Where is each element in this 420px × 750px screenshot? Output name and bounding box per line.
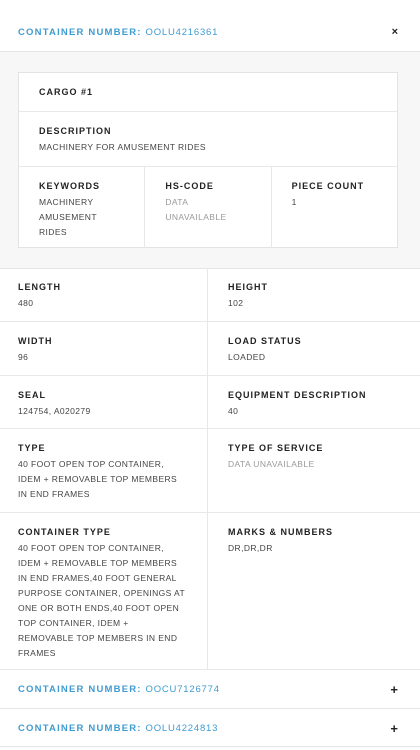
- equipment-label: EQUIPMENT DESCRIPTION: [228, 390, 367, 400]
- cargo-title-row: [19, 73, 397, 112]
- type-value-line: IDEM + REMOVABLE TOP MEMBERS: [18, 474, 178, 484]
- equipment-cell: [208, 376, 418, 428]
- container-label: CONTAINER NUMBER:: [18, 722, 142, 734]
- equipment-value: 40: [228, 406, 239, 416]
- keyword-item: MACHINERY: [39, 197, 94, 207]
- keyword-item: RIDES: [39, 227, 67, 237]
- width-label: WIDTH: [18, 336, 53, 346]
- length-cell: [0, 268, 208, 321]
- cargo-title: CARGO #1: [39, 87, 94, 97]
- container-type-cell: [0, 513, 208, 669]
- type-value-line: 40 FOOT OPEN TOP CONTAINER,: [18, 459, 165, 469]
- cargo-description-row: [19, 112, 397, 167]
- service-value: DATA UNAVAILABLE: [228, 459, 315, 469]
- container-type-line: IN END FRAMES,40 FOOT GENERAL: [18, 573, 177, 583]
- hs-code-cell: [145, 167, 271, 248]
- container-label: CONTAINER NUMBER:: [18, 683, 142, 695]
- container-header-main[interactable]: [0, 14, 420, 50]
- close-icon[interactable]: ×: [391, 25, 398, 38]
- container-number: OOLU4224813: [145, 722, 219, 734]
- container-title: [18, 27, 218, 38]
- keyword-item: AMUSEMENT: [39, 212, 97, 222]
- keywords-label: KEYWORDS: [39, 181, 101, 191]
- marks-value: DR,DR,DR: [228, 543, 273, 553]
- container-type-line: TOP CONTAINER, IDEM +: [18, 618, 129, 628]
- service-cell: [208, 429, 418, 512]
- container-type-line: ONE OR BOTH ENDS,40 FOOT OPEN: [18, 603, 180, 613]
- details-row: [0, 513, 420, 670]
- width-value: 96: [18, 352, 29, 362]
- seal-value: 124754, A020279: [18, 406, 91, 416]
- expand-icon[interactable]: +: [390, 720, 398, 736]
- container-number: OOLU4216361: [145, 26, 219, 38]
- load-status-value: LOADED: [228, 352, 266, 362]
- container-type-line: 40 FOOT OPEN TOP CONTAINER,: [18, 543, 165, 553]
- container-title: [18, 684, 220, 695]
- cargo-columns: [19, 167, 397, 248]
- container-title: [18, 723, 218, 734]
- container-type-line: REMOVABLE TOP MEMBERS IN END: [18, 633, 178, 643]
- description-label: DESCRIPTION: [39, 126, 112, 136]
- container-details-grid: [0, 268, 420, 670]
- seal-cell: [0, 376, 208, 428]
- marks-label: MARKS & NUMBERS: [228, 527, 333, 537]
- hs-code-value-line: DATA: [165, 197, 189, 207]
- width-cell: [0, 322, 208, 375]
- cargo-panel: [0, 52, 420, 268]
- load-status-cell: [208, 322, 418, 375]
- container-type-line: FRAMES: [18, 648, 56, 658]
- piece-count-label: PIECE COUNT: [291, 181, 365, 191]
- container-header-collapsed[interactable]: [0, 710, 420, 746]
- piece-count-cell: [272, 167, 397, 248]
- hs-code-value-line: UNAVAILABLE: [165, 212, 227, 222]
- container-divider: [0, 746, 420, 747]
- load-status-label: LOAD STATUS: [228, 336, 302, 346]
- type-cell: [0, 429, 208, 512]
- height-cell: [208, 268, 418, 321]
- type-value-line: IN END FRAMES: [18, 489, 90, 499]
- cargo-card: [18, 72, 398, 248]
- seal-label: SEAL: [18, 390, 47, 400]
- container-header-collapsed[interactable]: [0, 671, 420, 707]
- details-row: [0, 429, 420, 513]
- container-type-line: PURPOSE CONTAINER, OPENINGS AT: [18, 588, 186, 598]
- container-type-line: IDEM + REMOVABLE TOP MEMBERS: [18, 558, 178, 568]
- container-label: CONTAINER NUMBER:: [18, 26, 142, 38]
- length-label: LENGTH: [18, 282, 61, 292]
- height-label: HEIGHT: [228, 282, 269, 292]
- height-value: 102: [228, 298, 244, 308]
- type-label: TYPE: [18, 443, 46, 453]
- details-row: [0, 322, 420, 376]
- container-number: OOCU7126774: [145, 683, 220, 695]
- marks-cell: [208, 513, 418, 669]
- length-value: 480: [18, 298, 34, 308]
- service-label: TYPE OF SERVICE: [228, 443, 324, 453]
- details-row: [0, 268, 420, 322]
- keywords-cell: [19, 167, 145, 248]
- container-type-label: CONTAINER TYPE: [18, 527, 111, 537]
- details-row: [0, 376, 420, 429]
- description-value: MACHINERY FOR AMUSEMENT RIDES: [39, 142, 206, 152]
- container-divider: [0, 708, 420, 709]
- hs-code-label: HS-CODE: [165, 181, 214, 191]
- piece-count-value: 1: [291, 197, 297, 207]
- expand-icon[interactable]: +: [390, 681, 398, 697]
